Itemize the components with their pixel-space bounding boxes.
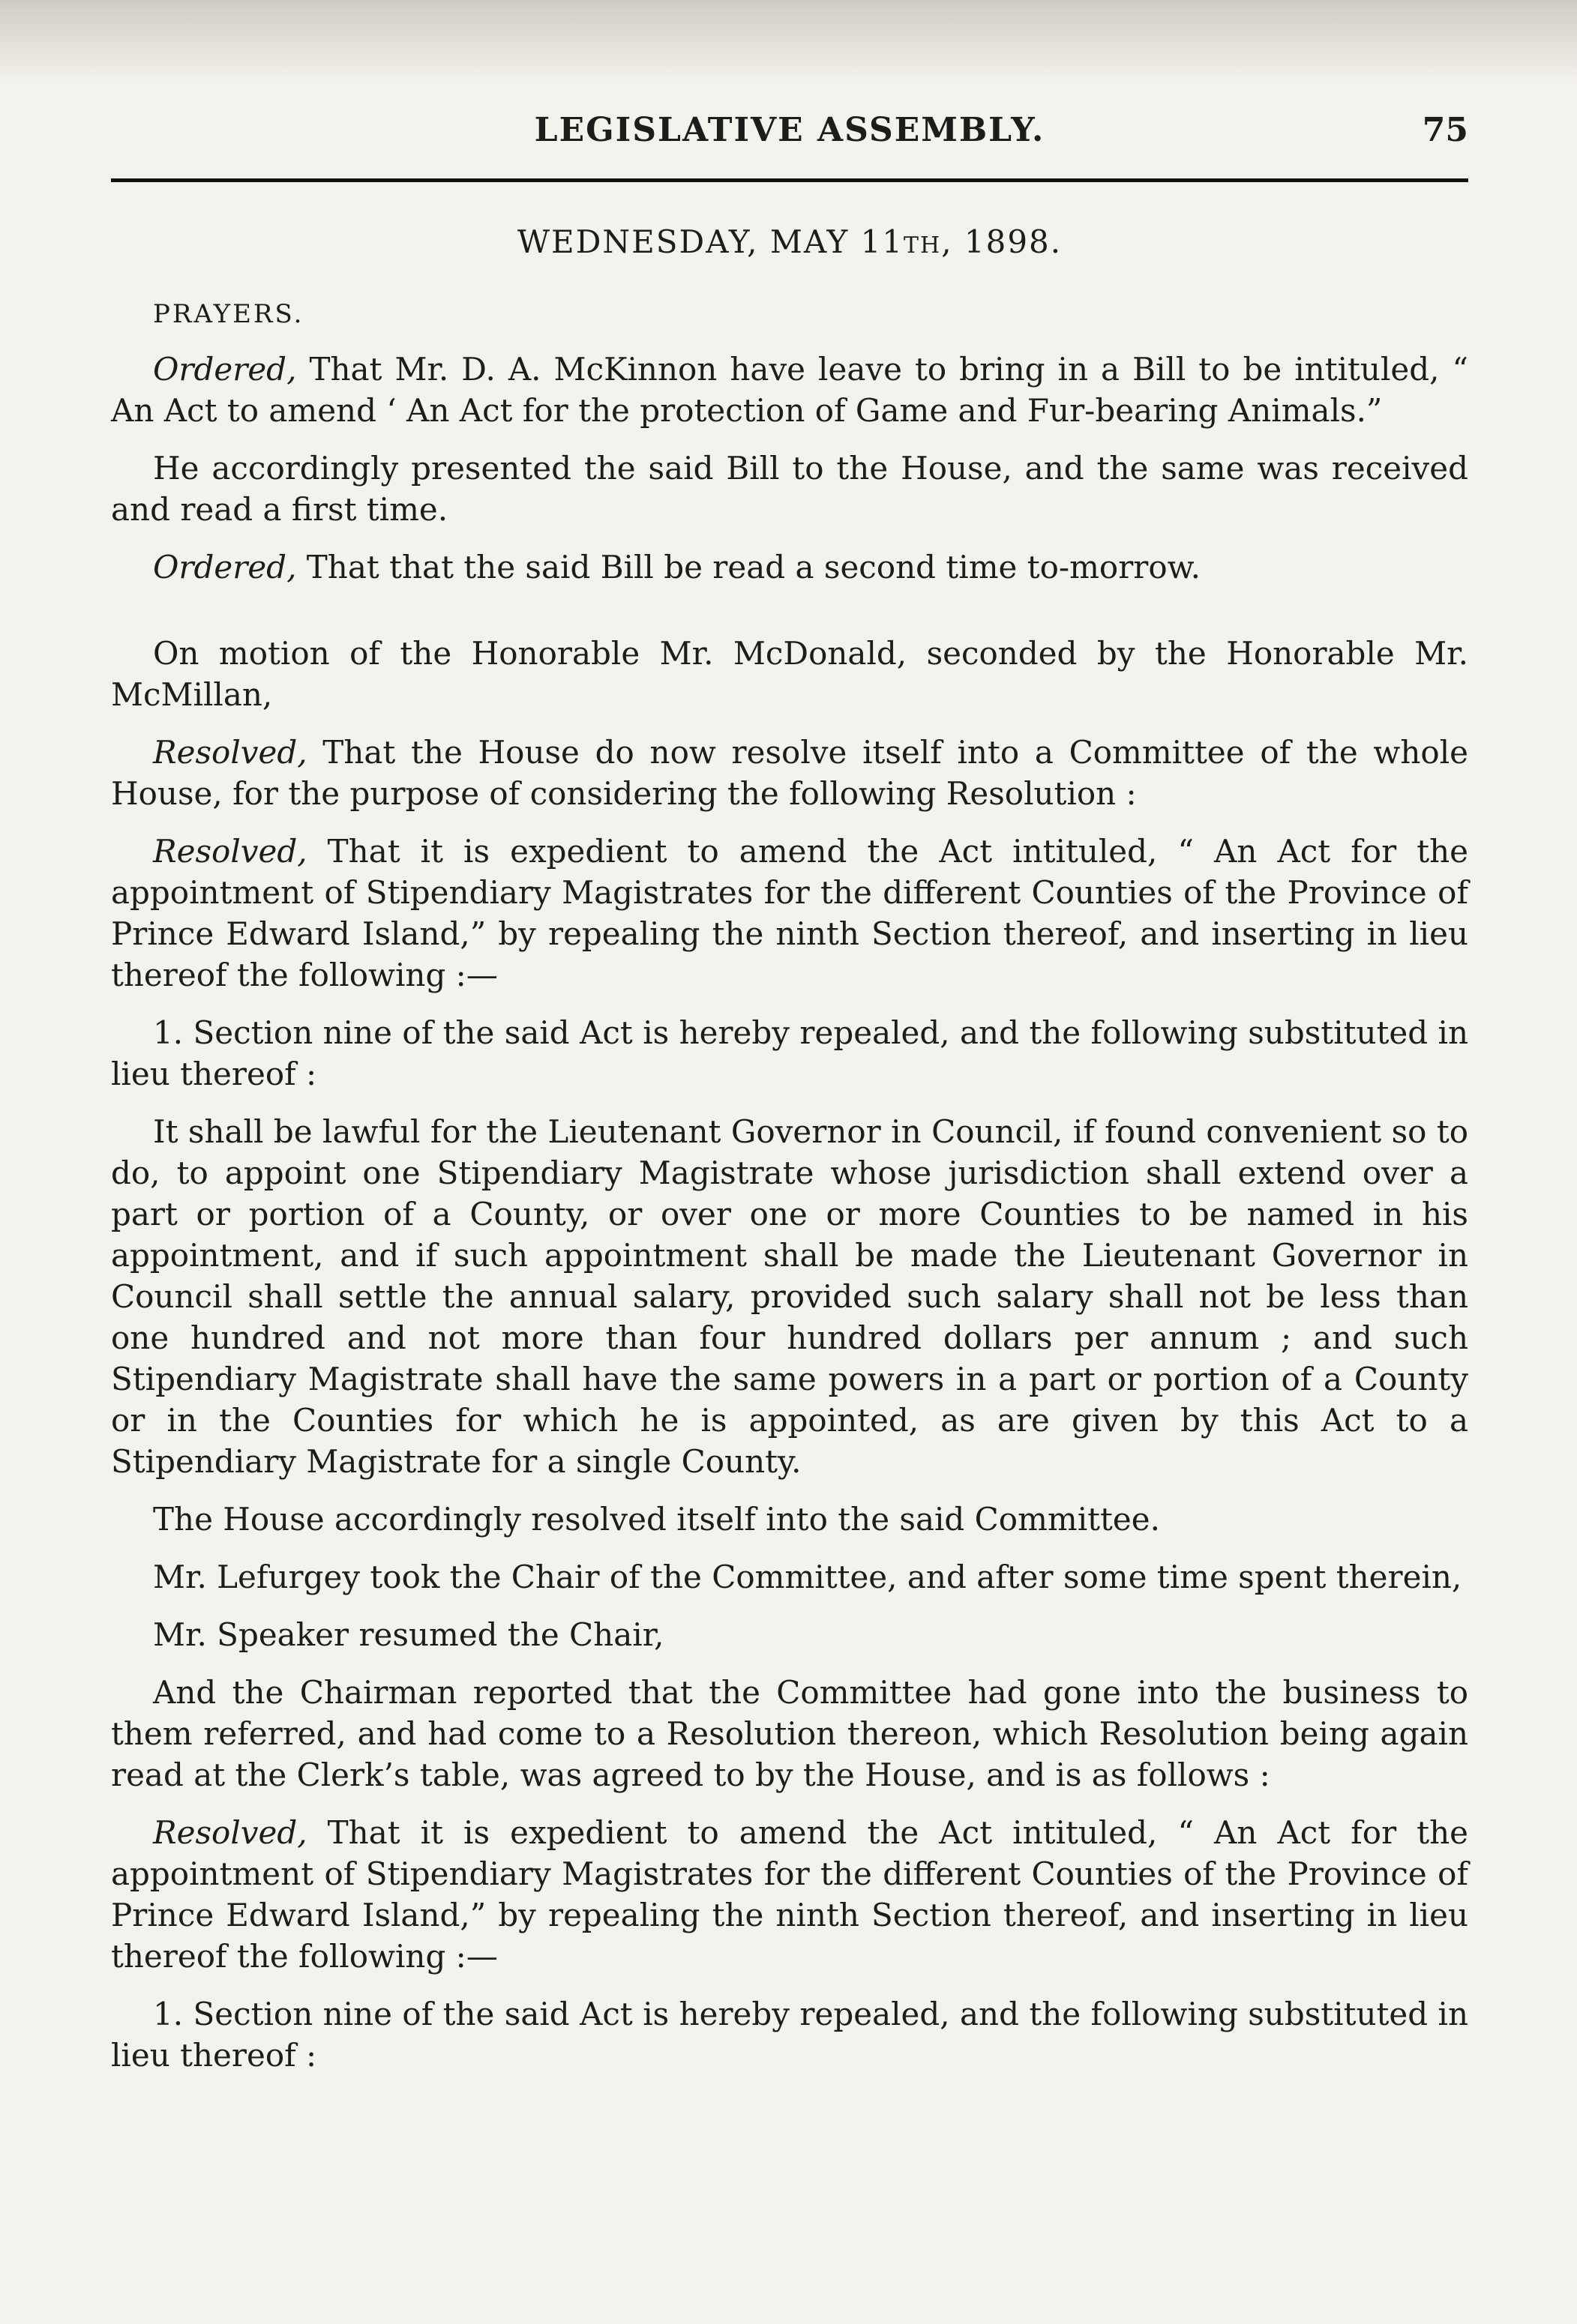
paragraph-speaker-resumed [111,1614,1468,1655]
paragraph-lead: Resolved, [153,833,307,870]
page-number: 75 [1422,111,1468,149]
paragraph-motion [111,633,1468,715]
paragraph-text: That the House do now resolve itself into a Committee of the whole House, for the purpose of considering the following Resolution : [111,734,1468,812]
paragraph-chairman-report [111,1672,1468,1795]
paragraph-lead: Resolved, [153,734,307,771]
date-year: , 1898. [941,223,1063,260]
paragraph-text: 1. Section nine of the said Act is hereby repealed, and the following substituted in lieu thereof : [111,1996,1468,2074]
paragraph-text: That Mr. D. A. McKinnon have leave to bring in a Bill to be intituled, “ An Act to amend ‘ An Act for the protection of Game and Fur-bearing Animals.” [111,351,1468,429]
paragraph-lead: Ordered, [153,351,297,388]
paragraph-text: That that the said Bill be read a second time to-morrow. [296,549,1201,585]
paragraph-lead: Resolved, [153,1814,307,1851]
header-title: LEGISLATIVE ASSEMBLY. [534,111,1045,149]
header-rule [111,178,1468,182]
paragraph-ordered-leave [111,349,1468,431]
paragraph-lead: Ordered, [153,549,297,585]
paragraph-resolved-amend-repeat [111,1812,1468,1977]
paragraph-text: And the Chairman reported that the Committee had gone into the business to them referred, and had come to a Resolution thereon, which Resolution being again read at the Clerk’s table, was agreed to by the House, and is as follows : [111,1674,1468,1793]
paragraph-section-nine [111,1012,1468,1095]
paragraph-text: That it is expedient to amend the Act intituled, “ An Act for the appointment of Stipendiary Magistrates for the different Counties of the Province of Prince Edward Island,” by repealing the ninth Section thereof, and inserting in lieu thereof the following :— [111,833,1468,993]
paragraph-text: Mr. Speaker resumed the Chair, [153,1616,664,1653]
paragraph-ordered-second-reading [111,547,1468,588]
paragraph-text: 1. Section nine of the said Act is hereby repealed, and the following substituted in lieu thereof : [111,1014,1468,1092]
sitting-date [111,223,1468,260]
date-suffix: TH [904,232,942,259]
paragraph-text: PRAYERS. [153,299,304,329]
paragraph-section-nine-repeat [111,1993,1468,2076]
paragraph-prayers [111,294,1468,335]
paragraph-bill-presented [111,448,1468,530]
paragraph-chair-taken [111,1556,1468,1598]
paragraph-text: On motion of the Honorable Mr. McDonald, seconded by the Honorable Mr. McMillan, [111,635,1468,713]
scan-edge-shading [0,0,1577,82]
paragraph-house-resolved [111,1499,1468,1540]
paragraph-resolved-amend [111,831,1468,996]
paragraph-text: Mr. Lefurgey took the Chair of the Committee, and after some time spent therein, [153,1559,1462,1595]
paragraph-text: It shall be lawful for the Lieutenant Governor in Council, if found convenient so to do, to appoint one Stipendiary Magistrate whose jurisdiction shall extend over a part or portion of a County, or over one or more Counties to be named in his appointment, and if such appointment shall be made the Lieutenant Governor in Council shall settle the annual salary, provided such salary shall not be less than one hundred and not more than four hundred dollars per annum ; and such Stipendiary Magistrate shall have the same powers in a part or portion of a County or in the Counties for which he is appointed, as are given by this Act to a Stipendiary Magistrate for a single County. [111,1113,1468,1480]
paragraph-text: The House accordingly resolved itself into the said Committee. [153,1501,1160,1538]
paragraph-lawful-clause [111,1111,1468,1482]
journal-body [111,294,1468,2092]
paragraph-text: He accordingly presented the said Bill to the House, and the same was received and read a first time. [111,450,1468,528]
date-main: WEDNESDAY, MAY 11 [517,223,904,260]
running-head [111,111,1468,156]
paragraph-resolved-committee [111,732,1468,814]
paragraph-text: That it is expedient to amend the Act intituled, “ An Act for the appointment of Stipendiary Magistrates for the different Counties of the Province of Prince Edward Island,” by repealing the ninth Section thereof, and inserting in lieu thereof the following :— [111,1814,1468,1975]
